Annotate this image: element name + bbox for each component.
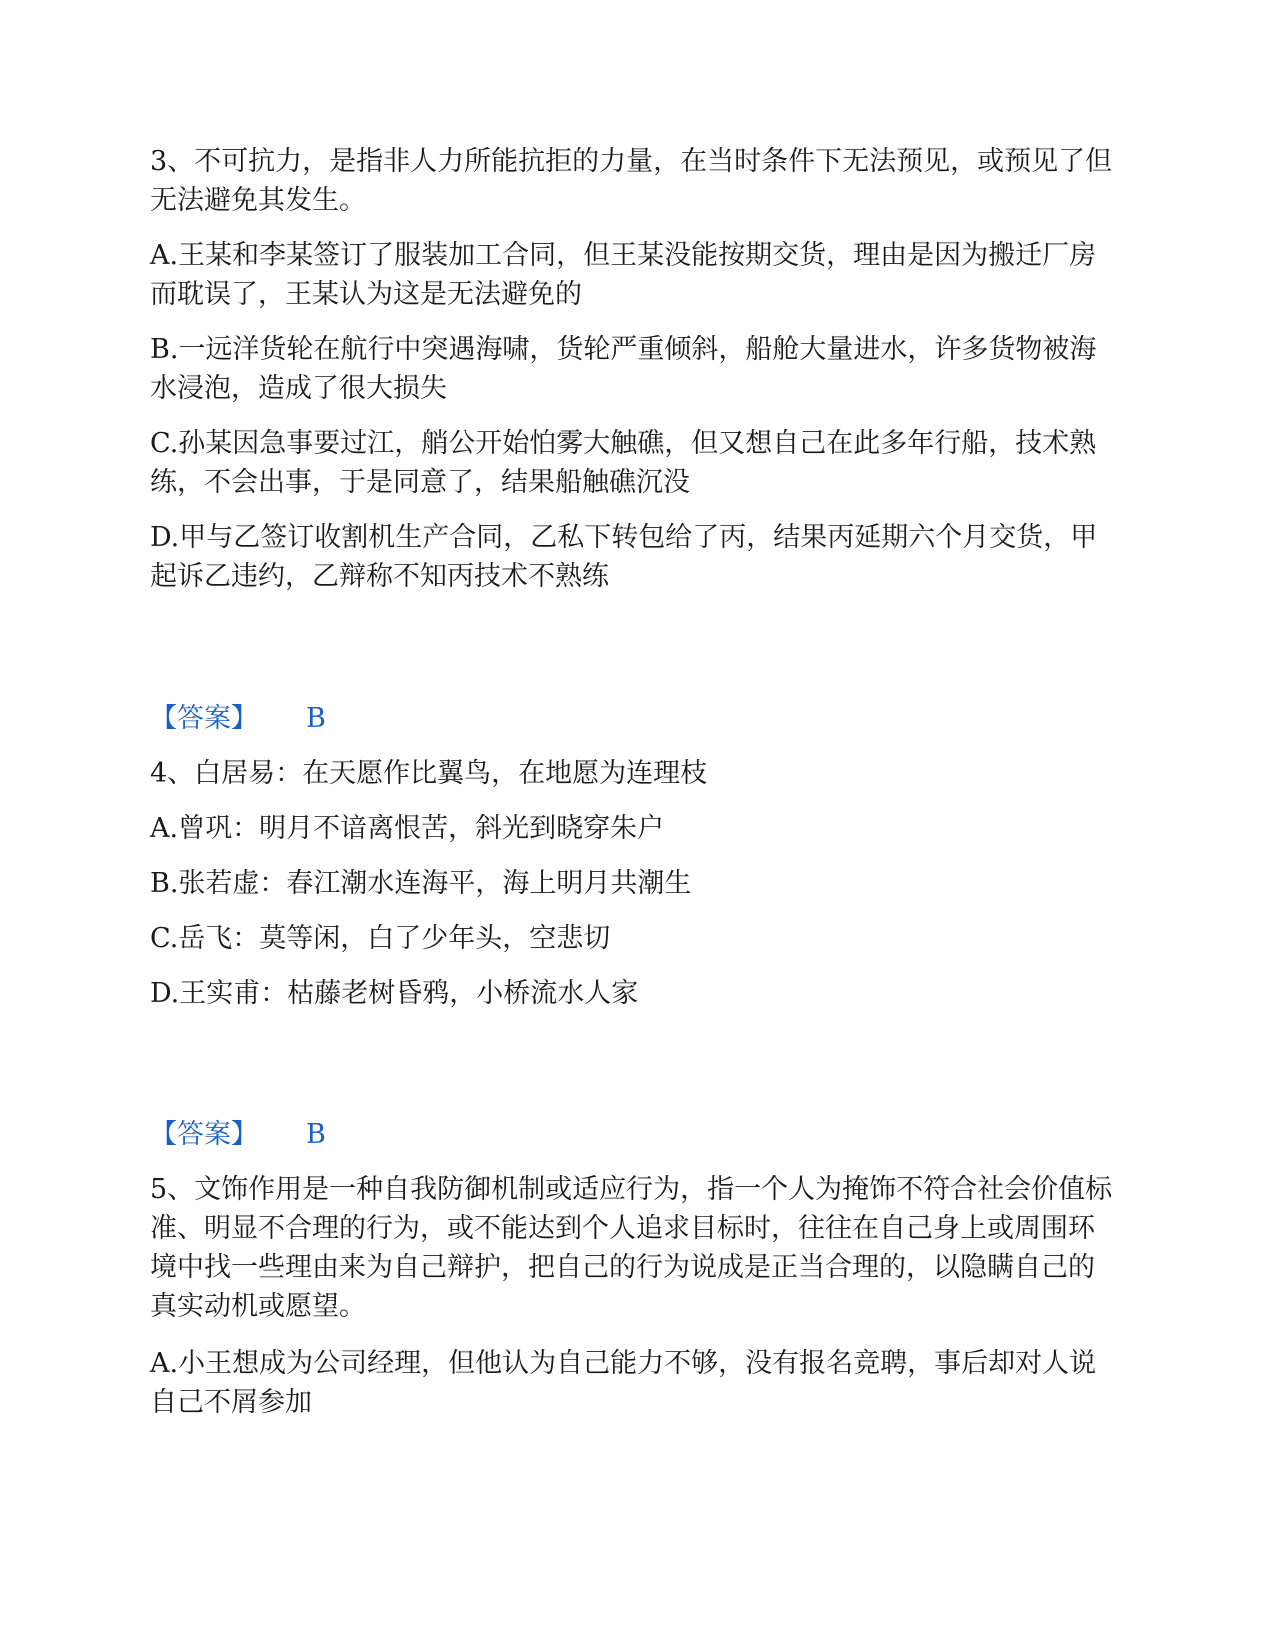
question-4-option-d: D.王实甫：枯藤老树昏鸦，小桥流水人家 bbox=[150, 978, 639, 1009]
answer-value: B bbox=[306, 1119, 326, 1150]
question-4-option-a: A.曾巩：明月不谙离恨苦，斜光到晓穿朱户 bbox=[150, 813, 665, 844]
question-5-stem: 5、文饰作用是一种自我防御机制或适应行为，指一个人为掩饰不符合社会价值标准、明显不合理的行为，或不能达到个人追求目标时，往往在自己身上或周围环境中找一些理由来为自己辩护，把自己的行为说成是正当合理的，以隐瞒自己的真实动机或愿望。 bbox=[150, 1174, 1113, 1322]
answer-value: B bbox=[306, 703, 326, 734]
question-5-option-a: A.小王想成为公司经理，但他认为自己能力不够，没有报名竞聘，事后却对人说自己不屑参加 bbox=[150, 1348, 1097, 1418]
answer-label: 【答案】 bbox=[150, 1119, 258, 1150]
question-4-option-c: C.岳飞：莫等闲，白了少年头，空悲切 bbox=[150, 923, 611, 954]
question-3-option-b: B.一远洋货轮在航行中突遇海啸，货轮严重倾斜，船舱大量进水，许多货物被海水浸泡，造成了很大损失 bbox=[150, 334, 1097, 404]
question-3-answer bbox=[150, 699, 326, 738]
question-3-stem: 3、不可抗力，是指非人力所能抗拒的力量，在当时条件下无法预见，或预见了但无法避免其发生。 bbox=[150, 146, 1113, 216]
question-4-answer bbox=[150, 1115, 326, 1154]
question-4-stem: 4、白居易：在天愿作比翼鸟，在地愿为连理枝 bbox=[150, 758, 708, 789]
question-3-option-a: A.王某和李某签订了服装加工合同，但王某没能按期交货，理由是因为搬迁厂房而耽误了，王某认为这是无法避免的 bbox=[150, 240, 1097, 310]
question-3-option-d: D.甲与乙签订收割机生产合同，乙私下转包给了丙，结果丙延期六个月交货，甲起诉乙违约，乙辩称不知丙技术不熟练 bbox=[150, 522, 1098, 592]
answer-label: 【答案】 bbox=[150, 703, 258, 734]
question-4-option-b: B.张若虚：春江潮水连海平，海上明月共潮生 bbox=[150, 868, 692, 899]
question-3-option-c: C.孙某因急事要过江，艄公开始怕雾大触礁，但又想自己在此多年行船，技术熟练，不会出事，于是同意了，结果船触礁沉没 bbox=[150, 428, 1097, 498]
